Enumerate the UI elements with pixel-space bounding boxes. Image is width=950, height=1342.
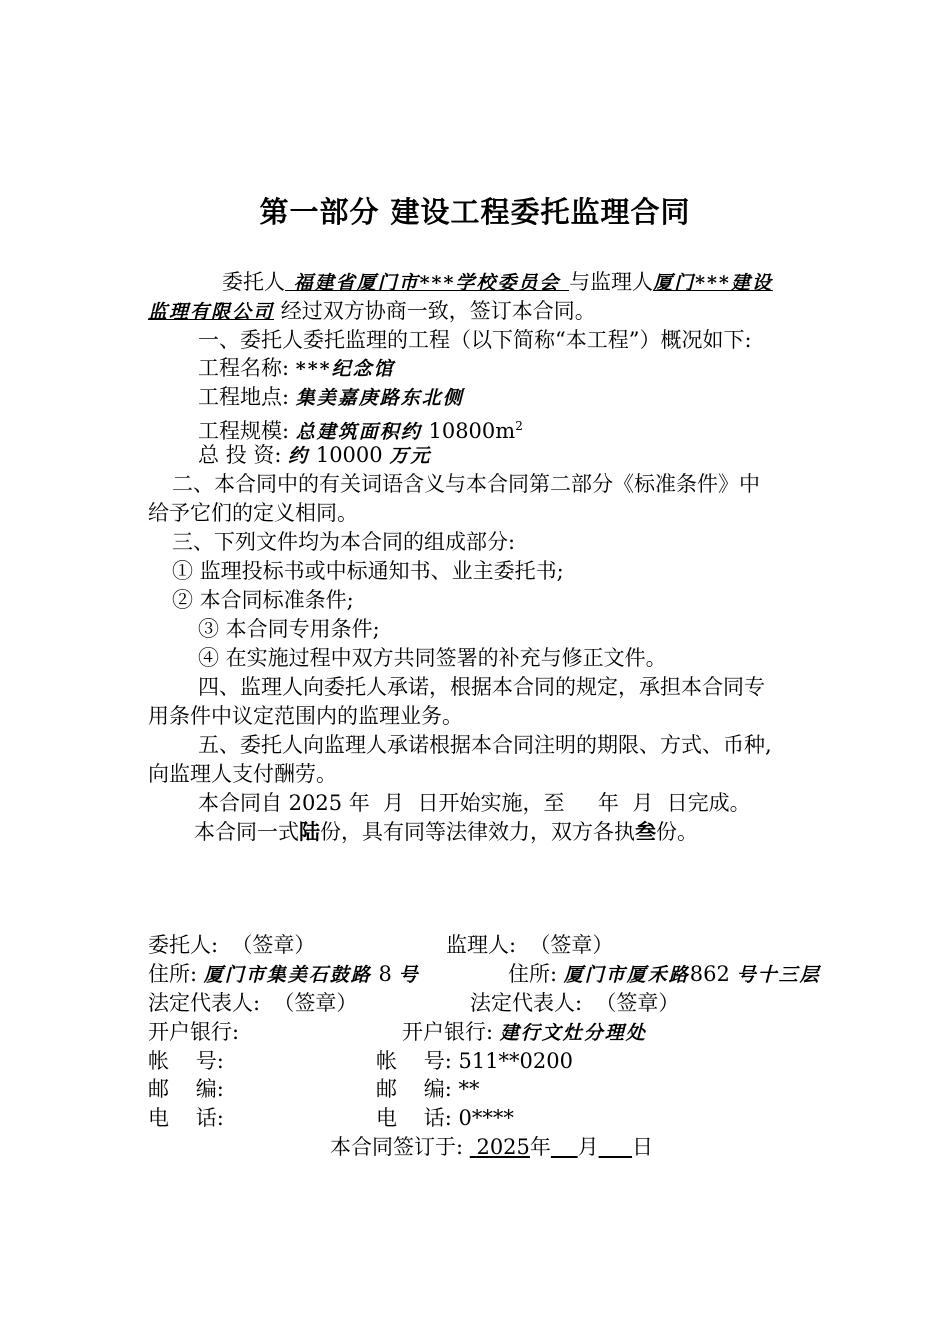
- clause5-line-1: 五、委托人向监理人承诺根据本合同注明的期限、方式、币种,: [198, 733, 772, 757]
- client-name: 福建省厦门市***学校委员会: [293, 272, 561, 294]
- project-scale-value: 总建筑面积约: [295, 421, 422, 443]
- contract-period: 本合同自 2025 年 月 日开始实施，至 年 月 日完成。: [198, 791, 751, 815]
- supervisor-name-part2: 监理有限公司: [148, 301, 275, 323]
- supervisor-bank-label: 开户银行:: [402, 1020, 494, 1044]
- supervisor-address-label: 住所:: [508, 962, 558, 986]
- clause3-item-3: ③ 本合同专用条件;: [198, 617, 380, 641]
- project-name-label: 工程名称:: [198, 356, 290, 380]
- supervisor-legal-rep: 法定代表人: （签章）: [470, 991, 680, 1015]
- client-address-number: 8: [378, 962, 392, 986]
- client-label: 委托人: [222, 270, 285, 294]
- project-location-label: 工程地点:: [198, 385, 290, 409]
- supervisor-account-label: 帐 号:: [376, 1049, 452, 1073]
- copies-total: 陆: [299, 819, 320, 844]
- client-legal-rep: 法定代表人: （签章）: [148, 991, 358, 1015]
- copies-each: 叁: [635, 819, 656, 844]
- project-location-value: 集美嘉庚路东北侧: [295, 387, 464, 409]
- signing-month-blank: [551, 1135, 578, 1159]
- project-scale-number: 10800m: [428, 419, 516, 443]
- investment-label: 总 投 资:: [198, 443, 282, 467]
- supervisor-postcode-row: [376, 1075, 479, 1103]
- clause3-item-4: ④ 在实施过程中双方共同签署的补充与修正文件。: [198, 646, 667, 670]
- signing-date: [330, 1133, 653, 1161]
- intro-line-1: [222, 268, 773, 297]
- signing-year-unit: 年: [529, 1135, 551, 1159]
- clause2-line-1: 二、本合同中的有关词语含义与本合同第二部分《标准条件》中: [172, 472, 760, 496]
- project-name-row: [198, 354, 395, 383]
- supervisor-address-number: 862: [689, 962, 730, 986]
- client-phone-label: 电 话:: [148, 1106, 224, 1130]
- signing-day-unit: 日: [632, 1135, 653, 1159]
- client-address-street: 厦门市集美石鼓路: [203, 964, 372, 986]
- copies-middle: 份，具有同等法律效力，双方各执: [320, 820, 635, 844]
- supervisor-address-street: 厦门市厦禾路: [563, 964, 690, 986]
- signing-month-unit: 月: [577, 1135, 599, 1159]
- supervisor-bank-row: [402, 1018, 647, 1047]
- clause3-item-2: ② 本合同标准条件;: [172, 588, 354, 612]
- intro-line-2: [148, 297, 596, 326]
- supervisor-sign-label: 监理人: （签章）: [446, 933, 614, 957]
- project-name-value: ***纪念馆: [295, 358, 395, 380]
- supervisor-postcode-label: 邮 编:: [376, 1077, 452, 1101]
- supervisor-address-row: [508, 960, 821, 989]
- signing-prefix: 本合同签订于:: [330, 1135, 464, 1159]
- clause2-line-2: 给予它们的定义相同。: [148, 501, 358, 525]
- supervisor-phone-row: [376, 1104, 514, 1132]
- supervisor-postcode-value: **: [458, 1077, 480, 1101]
- connector-text: 与监理人: [569, 270, 654, 294]
- supervisor-phone-label: 电 话:: [376, 1106, 452, 1130]
- copies-prefix: 本合同一式: [194, 820, 299, 844]
- supervisor-address-suffix: 号十三层: [736, 964, 821, 986]
- project-scale-sup: 2: [515, 419, 523, 433]
- supervisor-name-part1: 厦门***建设: [653, 272, 773, 294]
- investment-number: 10000: [315, 443, 383, 467]
- copies-suffix: 份。: [656, 820, 698, 844]
- project-location-row: [198, 383, 464, 412]
- project-scale-label: 工程规模:: [198, 419, 290, 443]
- supervisor-account-value: 511**0200: [458, 1049, 573, 1073]
- page-title: 第一部分 建设工程委托监理合同: [259, 195, 691, 229]
- client-address-label: 住所:: [148, 962, 198, 986]
- intro-tail: 经过双方协商一致，签订本合同。: [280, 299, 596, 323]
- investment-row: [198, 441, 431, 470]
- supervisor-phone-value: 0****: [458, 1106, 514, 1130]
- supervisor-account-row: [376, 1047, 573, 1075]
- clause3-text: 三、下列文件均为本合同的组成部分:: [172, 530, 516, 554]
- contract-copies: [194, 818, 698, 846]
- client-sign-label: 委托人: （签章）: [148, 933, 316, 957]
- clause4-line-2: 用条件中议定范围内的监理业务。: [148, 704, 463, 728]
- client-account-label: 帐 号:: [148, 1049, 224, 1073]
- signing-day-blank: [599, 1135, 632, 1159]
- client-postcode-label: 邮 编:: [148, 1077, 224, 1101]
- client-address-suffix: 号: [398, 964, 420, 986]
- signing-year: 2025: [476, 1135, 530, 1159]
- supervisor-bank-value: 建行文灶分理处: [499, 1022, 647, 1044]
- client-bank-label: 开户银行:: [148, 1020, 240, 1044]
- clause4-line-1: 四、监理人向委托人承诺，根据本合同的规定，承担本合同专: [198, 675, 765, 699]
- investment-prefix: 约: [288, 445, 310, 467]
- clause1-text: 一、委托人委托监理的工程（以下简称“本工程”）概况如下:: [198, 328, 752, 352]
- clause3-item-1: ① 监理投标书或中标通知书、业主委托书;: [172, 559, 564, 583]
- clause5-line-2: 向监理人支付酬劳。: [148, 762, 337, 786]
- client-address-row: [148, 960, 420, 989]
- investment-unit: 万元: [389, 445, 432, 467]
